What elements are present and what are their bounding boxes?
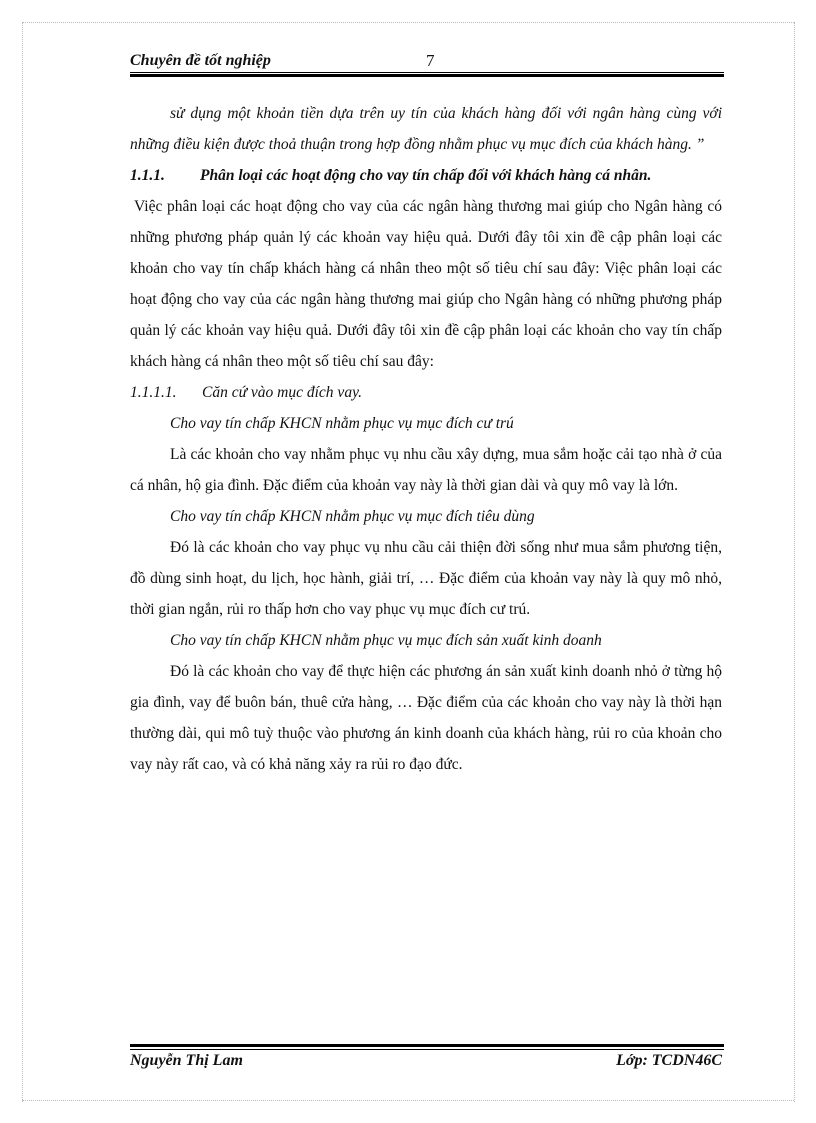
item-title-residence: Cho vay tín chấp KHCN nhằm phục vụ mục đích cư trú [170, 415, 514, 432]
header-rule-thin [130, 72, 724, 73]
header-title: Chuyên đề tốt nghiệp [130, 52, 271, 69]
item-text-residence: Là các khoản cho vay nhằm phục vụ nhu cầu xây dựng, mua sắm hoặc cải tạo nhà ở của cá nhân, hộ gia đình. Đặc điểm của khoản vay này là thời gian dài và quy mô vay là lớn. [130, 446, 722, 494]
header-rule-thick [130, 74, 724, 77]
page-footer [130, 1050, 722, 1074]
body-content [130, 98, 722, 780]
page-border-top [22, 22, 794, 23]
footer-rule-thick [130, 1044, 724, 1047]
item-title-business: Cho vay tín chấp KHCN nhằm phục vụ mục đích sản xuất kinh doanh [170, 632, 602, 649]
subsection-title: Căn cứ vào mục đích vay. [202, 384, 362, 401]
subsection-heading [130, 377, 722, 408]
item-title-consumption: Cho vay tín chấp KHCN nhằm phục vụ mục đích tiêu dùng [170, 508, 535, 525]
item-text-business: Đó là các khoản cho vay để thực hiện các phương án sản xuất kinh doanh nhỏ ở từng hộ gia đình, vay để buôn bán, thuê cửa hàng, … Đặc điểm của các khoản cho vay này là thời hạn thường dài, qui mô tuỳ thuộc vào phương án kinh doanh của khách hàng, rủi ro của khoản cho vay này rất cao, và có khả năng xảy ra rủi ro đạo đức. [130, 663, 722, 773]
page-border-left [22, 22, 23, 1102]
page-border-right [794, 22, 795, 1102]
section-title: Phân loại các hoạt động cho vay tín chấp đối với khách hàng cá nhân. [200, 167, 652, 184]
section-heading [130, 160, 722, 191]
item-text-consumption: Đó là các khoản cho vay phục vụ nhu cầu cải thiện đời sống như mua sắm phương tiện, đồ dùng sinh hoạt, du lịch, học hành, giải trí, … Đặc điểm của khoản vay này là quy mô nhỏ, thời gian ngắn, rủi ro thấp hơn cho vay phục vụ mục đích cư trú. [130, 539, 722, 618]
paragraph-intro: Việc phân loại các hoạt động cho vay của các ngân hàng thương mai giúp cho Ngân hàng có những phương pháp quản lý các khoản vay hiệu quả. Dưới đây tôi xin đề cập phân loại các khoản cho vay tín chấp khách hàng cá nhân theo một số tiêu chí sau đây: Việc phân loại các hoạt động cho vay của các ngân hàng thương mai giúp cho Ngân hàng có những phương pháp quản lý các khoản vay hiệu quả. Dưới đây tôi xin đề cập phân loại các khoản cho vay tín chấp khách hàng cá nhân theo một số tiêu chí sau đây: [130, 198, 722, 370]
footer-class: Lớp: TCDN46C [616, 1052, 722, 1069]
page-header [130, 50, 724, 74]
section-number: 1.1.1. [130, 167, 165, 184]
footer-author: Nguyễn Thị Lam [130, 1052, 243, 1069]
page-border-bottom [22, 1100, 794, 1101]
subsection-number: 1.1.1.1. [130, 384, 177, 401]
quote-continuation: sử dụng một khoản tiền dựa trên uy tín của khách hàng đối với ngân hàng cùng với những điều kiện được thoả thuận trong hợp đồng nhằm phục vụ mục đích của khách hàng. ” [130, 105, 722, 153]
page-number: 7 [426, 51, 435, 70]
